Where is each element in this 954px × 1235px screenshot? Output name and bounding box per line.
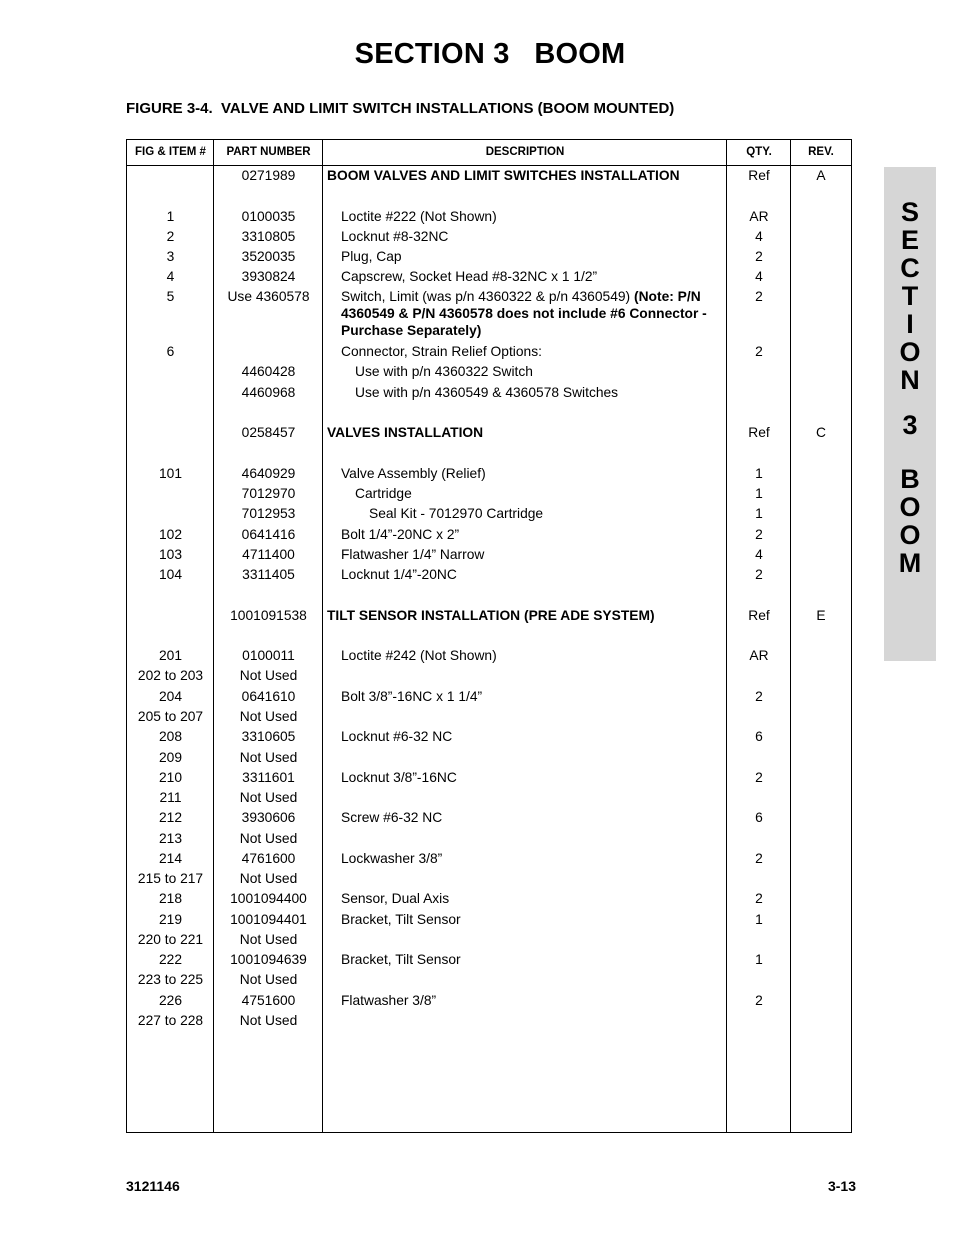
- qty-cell: Ref: [748, 608, 770, 623]
- qty-cell: 1: [755, 506, 763, 521]
- description-text: Loctite #242 (Not Shown): [341, 648, 497, 663]
- header-item: FIG & ITEM #: [135, 146, 206, 158]
- fig-item-cell: 214: [158, 851, 183, 866]
- qty-cell: 6: [755, 810, 763, 825]
- qty-cell: 1: [755, 912, 763, 927]
- description-cell: [327, 248, 731, 265]
- header-rev: REV.: [808, 146, 834, 158]
- side-tab-letter: O: [899, 337, 921, 367]
- qty-cell: 1: [755, 466, 763, 481]
- fig-item-cell: 226: [158, 993, 183, 1008]
- description-cell: [327, 951, 731, 968]
- description-text: Cartridge: [355, 486, 412, 501]
- fig-item-cell: 205 to 207: [137, 709, 204, 724]
- fig-item-cell: 213: [158, 831, 183, 846]
- description-text: Capscrew, Socket Head #8-32NC x 1 1/2”: [341, 269, 598, 284]
- description-cell: [327, 384, 745, 401]
- part-number-cell: 4711400: [242, 547, 295, 562]
- description-text: Use with p/n 4360549 & 4360578 Switches: [355, 385, 619, 400]
- description-cell: [327, 505, 759, 522]
- qty-cell: 2: [755, 891, 763, 906]
- qty-cell: Ref: [748, 425, 770, 440]
- qty-cell: 4: [755, 229, 763, 244]
- fig-item-cell: 202 to 203: [137, 668, 204, 683]
- description-cell: [327, 228, 731, 245]
- description-text: Bracket, Tilt Sensor: [341, 912, 461, 927]
- section-side-tab: [884, 167, 936, 661]
- qty-cell: 2: [755, 689, 763, 704]
- section-title: SECTION 3 BOOM: [354, 38, 626, 70]
- side-tab-letter: E: [900, 225, 919, 255]
- fig-item-cell: 1: [166, 209, 175, 224]
- description-text: Lockwasher 3/8”: [341, 851, 443, 866]
- part-number-cell: 4640929: [241, 466, 296, 481]
- part-number-cell: Not Used: [239, 668, 298, 683]
- description-cell: [327, 343, 731, 360]
- part-number-cell: 3310805: [241, 229, 296, 244]
- fig-item-cell: 219: [158, 912, 183, 927]
- part-number-cell: 0641416: [241, 527, 296, 542]
- description-note: (Note: P/N: [634, 289, 701, 304]
- parts-table: [126, 139, 852, 1133]
- side-tab-letter: I: [906, 309, 914, 339]
- description-text: Locknut #6-32 NC: [341, 729, 453, 744]
- side-tab-letter: 3: [902, 410, 918, 440]
- fig-item-cell: 208: [158, 729, 183, 744]
- part-number-cell: 3310605: [241, 729, 296, 744]
- description-text: Connector, Strain Relief Options:: [341, 344, 542, 359]
- part-number-cell: 1001094639: [230, 952, 307, 967]
- part-number-cell: 1001091538: [230, 608, 307, 623]
- qty-cell: 2: [755, 993, 763, 1008]
- fig-item-cell: 209: [158, 750, 183, 765]
- description-cell: [327, 485, 745, 502]
- fig-item-cell: 222: [158, 952, 183, 967]
- description-cell: [327, 688, 731, 705]
- part-number-cell: 4460428: [241, 364, 296, 379]
- part-number-cell: Not Used: [239, 790, 298, 805]
- description-text: Plug, Cap: [341, 249, 402, 264]
- fig-item-cell: 101: [158, 466, 183, 481]
- part-number-cell: Not Used: [239, 709, 298, 724]
- fig-item-cell: 218: [158, 891, 183, 906]
- description-text: Bolt 3/8”-16NC x 1 1/4”: [341, 689, 483, 704]
- part-number-cell: Use 4360578: [227, 289, 310, 304]
- fig-item-cell: 204: [158, 689, 183, 704]
- qty-cell: AR: [749, 648, 769, 663]
- fig-item-cell: 5: [166, 289, 175, 304]
- description-text: Flatwasher 1/4” Narrow: [341, 547, 485, 562]
- qty-cell: 2: [755, 567, 763, 582]
- fig-item-cell: 3: [166, 249, 175, 264]
- description-cell: [327, 363, 745, 380]
- qty-cell: 2: [755, 851, 763, 866]
- description-cell: [327, 850, 731, 867]
- part-number-cell: Not Used: [239, 831, 298, 846]
- description-text: Locknut 1/4”-20NC: [341, 567, 457, 582]
- description-text: Use with p/n 4360322 Switch: [355, 364, 533, 379]
- part-number-cell: 4761600: [241, 851, 296, 866]
- description-text: Sensor, Dual Axis: [341, 891, 450, 906]
- fig-item-cell: 215 to 217: [137, 871, 204, 886]
- fig-item-cell: 104: [158, 567, 183, 582]
- fig-item-cell: 211: [159, 790, 182, 805]
- description-text: Locknut 3/8”-16NC: [341, 770, 457, 785]
- description-text: Valve Assembly (Relief): [341, 466, 486, 481]
- description-cell: [327, 167, 717, 184]
- description-cell: [327, 769, 731, 786]
- description-cell: [327, 526, 731, 543]
- fig-item-cell: 210: [158, 770, 183, 785]
- header-qty: QTY.: [746, 146, 772, 158]
- side-tab-letter: N: [900, 365, 920, 395]
- part-number-cell: 7012953: [241, 506, 296, 521]
- part-number-cell: 0641610: [241, 689, 296, 704]
- description-cell: [327, 288, 731, 339]
- side-tab-letter: O: [899, 520, 921, 550]
- part-number-cell: Not Used: [239, 871, 298, 886]
- description-text: Loctite #222 (Not Shown): [341, 209, 497, 224]
- table-header: [127, 140, 851, 166]
- side-tab-letter: C: [900, 253, 920, 283]
- description-text: TILT SENSOR INSTALLATION (PRE ADE SYSTEM): [327, 608, 655, 623]
- figure-title: FIGURE 3-4. VALVE AND LIMIT SWITCH INSTALLATIONS (BOOM MOUNTED): [126, 100, 675, 117]
- fig-item-cell: 223 to 225: [137, 972, 204, 987]
- description-cell: [327, 809, 731, 826]
- part-number-cell: 0100035: [241, 209, 296, 224]
- qty-cell: Ref: [748, 168, 770, 183]
- side-tab-letter: T: [901, 281, 919, 311]
- qty-cell: 4: [755, 269, 763, 284]
- fig-item-cell: 227 to 228: [137, 1013, 204, 1028]
- qty-cell: 2: [755, 527, 763, 542]
- part-number-cell: 3930824: [241, 269, 296, 284]
- description-text: Seal Kit - 7012970 Cartridge: [369, 506, 544, 521]
- part-number-cell: 3311601: [242, 770, 295, 785]
- rev-cell: C: [816, 425, 826, 440]
- description-cell: [327, 424, 717, 441]
- part-number-cell: 3311405: [242, 567, 295, 582]
- part-number-cell: 3930606: [241, 810, 296, 825]
- qty-cell: 1: [755, 952, 763, 967]
- side-tab-letter: M: [898, 548, 922, 578]
- fig-item-cell: 102: [158, 527, 183, 542]
- part-number-cell: 3520035: [241, 249, 296, 264]
- rev-cell: E: [816, 608, 826, 623]
- qty-cell: 6: [755, 729, 763, 744]
- description-note-line: Purchase Separately): [341, 323, 482, 338]
- description-cell: [327, 728, 731, 745]
- description-text: Bolt 1/4”-20NC x 2”: [341, 527, 460, 542]
- description-cell: [327, 268, 731, 285]
- side-tab-letter: O: [899, 492, 921, 522]
- part-number-cell: 4751600: [241, 993, 296, 1008]
- description-cell: [327, 208, 731, 225]
- part-number-cell: Not Used: [239, 750, 298, 765]
- qty-cell: 2: [755, 770, 763, 785]
- part-number-cell: Not Used: [239, 1013, 298, 1028]
- fig-item-cell: 103: [158, 547, 183, 562]
- description-cell: [327, 607, 717, 624]
- fig-item-cell: 201: [158, 648, 183, 663]
- part-number-cell: 1001094400: [230, 891, 307, 906]
- part-number-cell: 0271989: [241, 168, 296, 183]
- description-cell: [327, 546, 731, 563]
- page-number: 3-13: [827, 1178, 856, 1194]
- qty-cell: 2: [755, 344, 763, 359]
- qty-cell: 1: [755, 486, 763, 501]
- description-cell: [327, 566, 731, 583]
- fig-item-cell: 4: [166, 269, 175, 284]
- fig-item-cell: 212: [158, 810, 183, 825]
- rev-cell: A: [816, 168, 826, 183]
- fig-item-cell: 220 to 221: [137, 932, 204, 947]
- description-cell: [327, 911, 731, 928]
- fig-item-cell: 6: [166, 344, 175, 359]
- header-part-number: PART NUMBER: [226, 146, 311, 158]
- part-number-cell: Not Used: [239, 932, 298, 947]
- part-number-cell: 7012970: [241, 486, 296, 501]
- fig-item-cell: 2: [166, 229, 175, 244]
- description-text: Switch, Limit (was p/n 4360322 & p/n 4360549): [341, 289, 631, 304]
- description-text: Bracket, Tilt Sensor: [341, 952, 461, 967]
- description-cell: [327, 890, 731, 907]
- side-tab-letter: S: [900, 197, 919, 227]
- description-cell: [327, 465, 731, 482]
- part-number-cell: Not Used: [239, 972, 298, 987]
- header-description: DESCRIPTION: [485, 146, 565, 158]
- description-cell: [327, 647, 731, 664]
- description-text: Locknut #8-32NC: [341, 229, 449, 244]
- qty-cell: 4: [755, 547, 763, 562]
- qty-cell: AR: [749, 209, 769, 224]
- description-note-line: 4360549 & P/N 4360578 does not include #6 Connector -: [341, 306, 707, 321]
- description-text: VALVES INSTALLATION: [327, 425, 484, 440]
- description-text: Flatwasher 3/8”: [341, 993, 437, 1008]
- part-number-cell: 0100011: [242, 648, 295, 663]
- part-number-cell: 0258457: [241, 425, 296, 440]
- doc-number: 3121146: [126, 1178, 180, 1194]
- description-cell: [327, 992, 731, 1009]
- qty-cell: 2: [755, 249, 763, 264]
- side-tab-letter: B: [900, 464, 920, 494]
- qty-cell: 2: [755, 289, 763, 304]
- description-text: BOOM VALVES AND LIMIT SWITCHES INSTALLATION: [327, 168, 680, 183]
- description-text: Screw #6-32 NC: [341, 810, 443, 825]
- part-number-cell: 1001094401: [230, 912, 307, 927]
- part-number-cell: 4460968: [241, 385, 296, 400]
